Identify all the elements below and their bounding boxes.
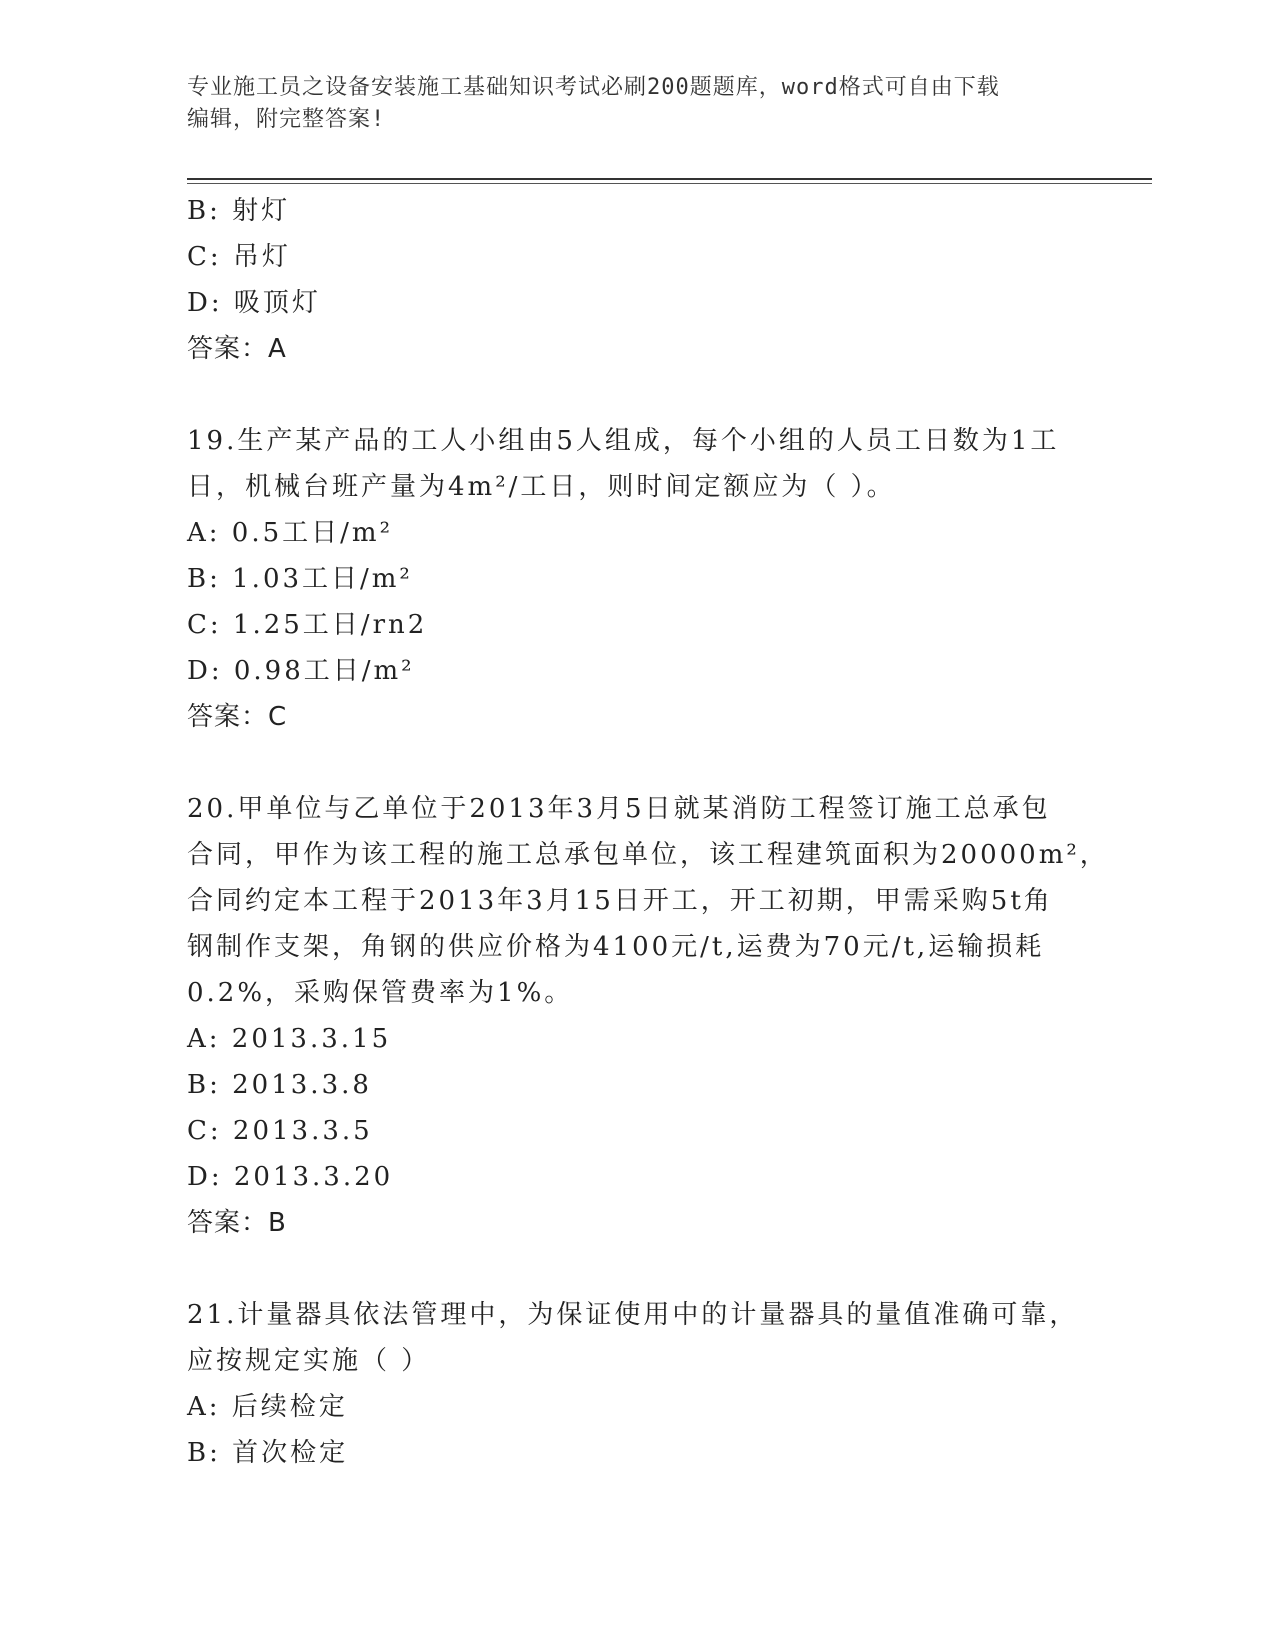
option-c: C: 吊灯 <box>187 242 291 272</box>
question-stem-line: 19.生产某产品的工人小组由5人组成，每个小组的人员工日数为1工 <box>187 426 1060 456</box>
question-stem-line: 日，机械台班产量为4m²/工日，则时间定额应为（ ）。 <box>187 472 896 502</box>
answer-label: 答案： <box>187 334 269 364</box>
question-stem-line: 应按规定实施（ ） <box>187 1346 431 1376</box>
option-d: D: 2013.3.20 <box>187 1162 394 1192</box>
answer-line <box>187 326 1087 372</box>
answer-label: 答案： <box>187 702 269 732</box>
page-header <box>187 72 1067 136</box>
answer-line <box>187 1200 1087 1246</box>
option-d: D: 吸顶灯 <box>187 288 321 318</box>
question-18 <box>187 188 1087 372</box>
answer-label: 答案： <box>187 1208 269 1238</box>
question-stem-line: 钢制作支架，角钢的供应价格为4100元/t,运费为70元/t,运输损耗 <box>187 932 1045 962</box>
option-a: A: 2013.3.15 <box>187 1024 392 1054</box>
question-stem-line: 20.甲单位与乙单位于2013年3月5日就某消防工程签订施工总承包 <box>187 794 1051 824</box>
header-rule-thick <box>187 178 1152 180</box>
question-19 <box>187 418 1087 740</box>
answer-value: C <box>268 702 288 732</box>
question-21 <box>187 1292 1087 1476</box>
question-stem-line: 合同约定本工程于2013年3月15日开工，开工初期，甲需采购5t角 <box>187 886 1053 916</box>
option-c: C: 1.25工日/rn2 <box>187 610 428 640</box>
option-a: A: 0.5工日/m² <box>187 518 393 548</box>
answer-value: A <box>268 334 287 364</box>
answer-value: B <box>268 1208 287 1238</box>
option-c: C: 2013.3.5 <box>187 1116 373 1146</box>
option-b: B: 2013.3.8 <box>187 1070 372 1100</box>
header-line-1: 专业施工员之设备安装施工基础知识考试必刷200题题库，word格式可自由下载 <box>187 75 1000 100</box>
option-b: B: 1.03工日/m² <box>187 564 413 594</box>
question-stem-line: 0.2%，采购保管费率为1%。 <box>187 978 574 1008</box>
header-line-2: 编辑，附完整答案! <box>187 107 386 132</box>
answer-line <box>187 694 1087 740</box>
question-stem-line: 21.计量器具依法管理中，为保证使用中的计量器具的量值准确可靠， <box>187 1300 1079 1330</box>
question-20 <box>187 786 1109 1246</box>
header-rule-thin <box>187 183 1152 184</box>
question-list <box>187 188 1109 1476</box>
question-stem-line: 合同，甲作为该工程的施工总承包单位，该工程建筑面积为20000m²， <box>187 840 1109 870</box>
option-b: B: 首次检定 <box>187 1438 349 1468</box>
option-d: D: 0.98工日/m² <box>187 656 415 686</box>
option-b: B: 射灯 <box>187 196 291 226</box>
option-a: A: 后续检定 <box>187 1392 348 1422</box>
